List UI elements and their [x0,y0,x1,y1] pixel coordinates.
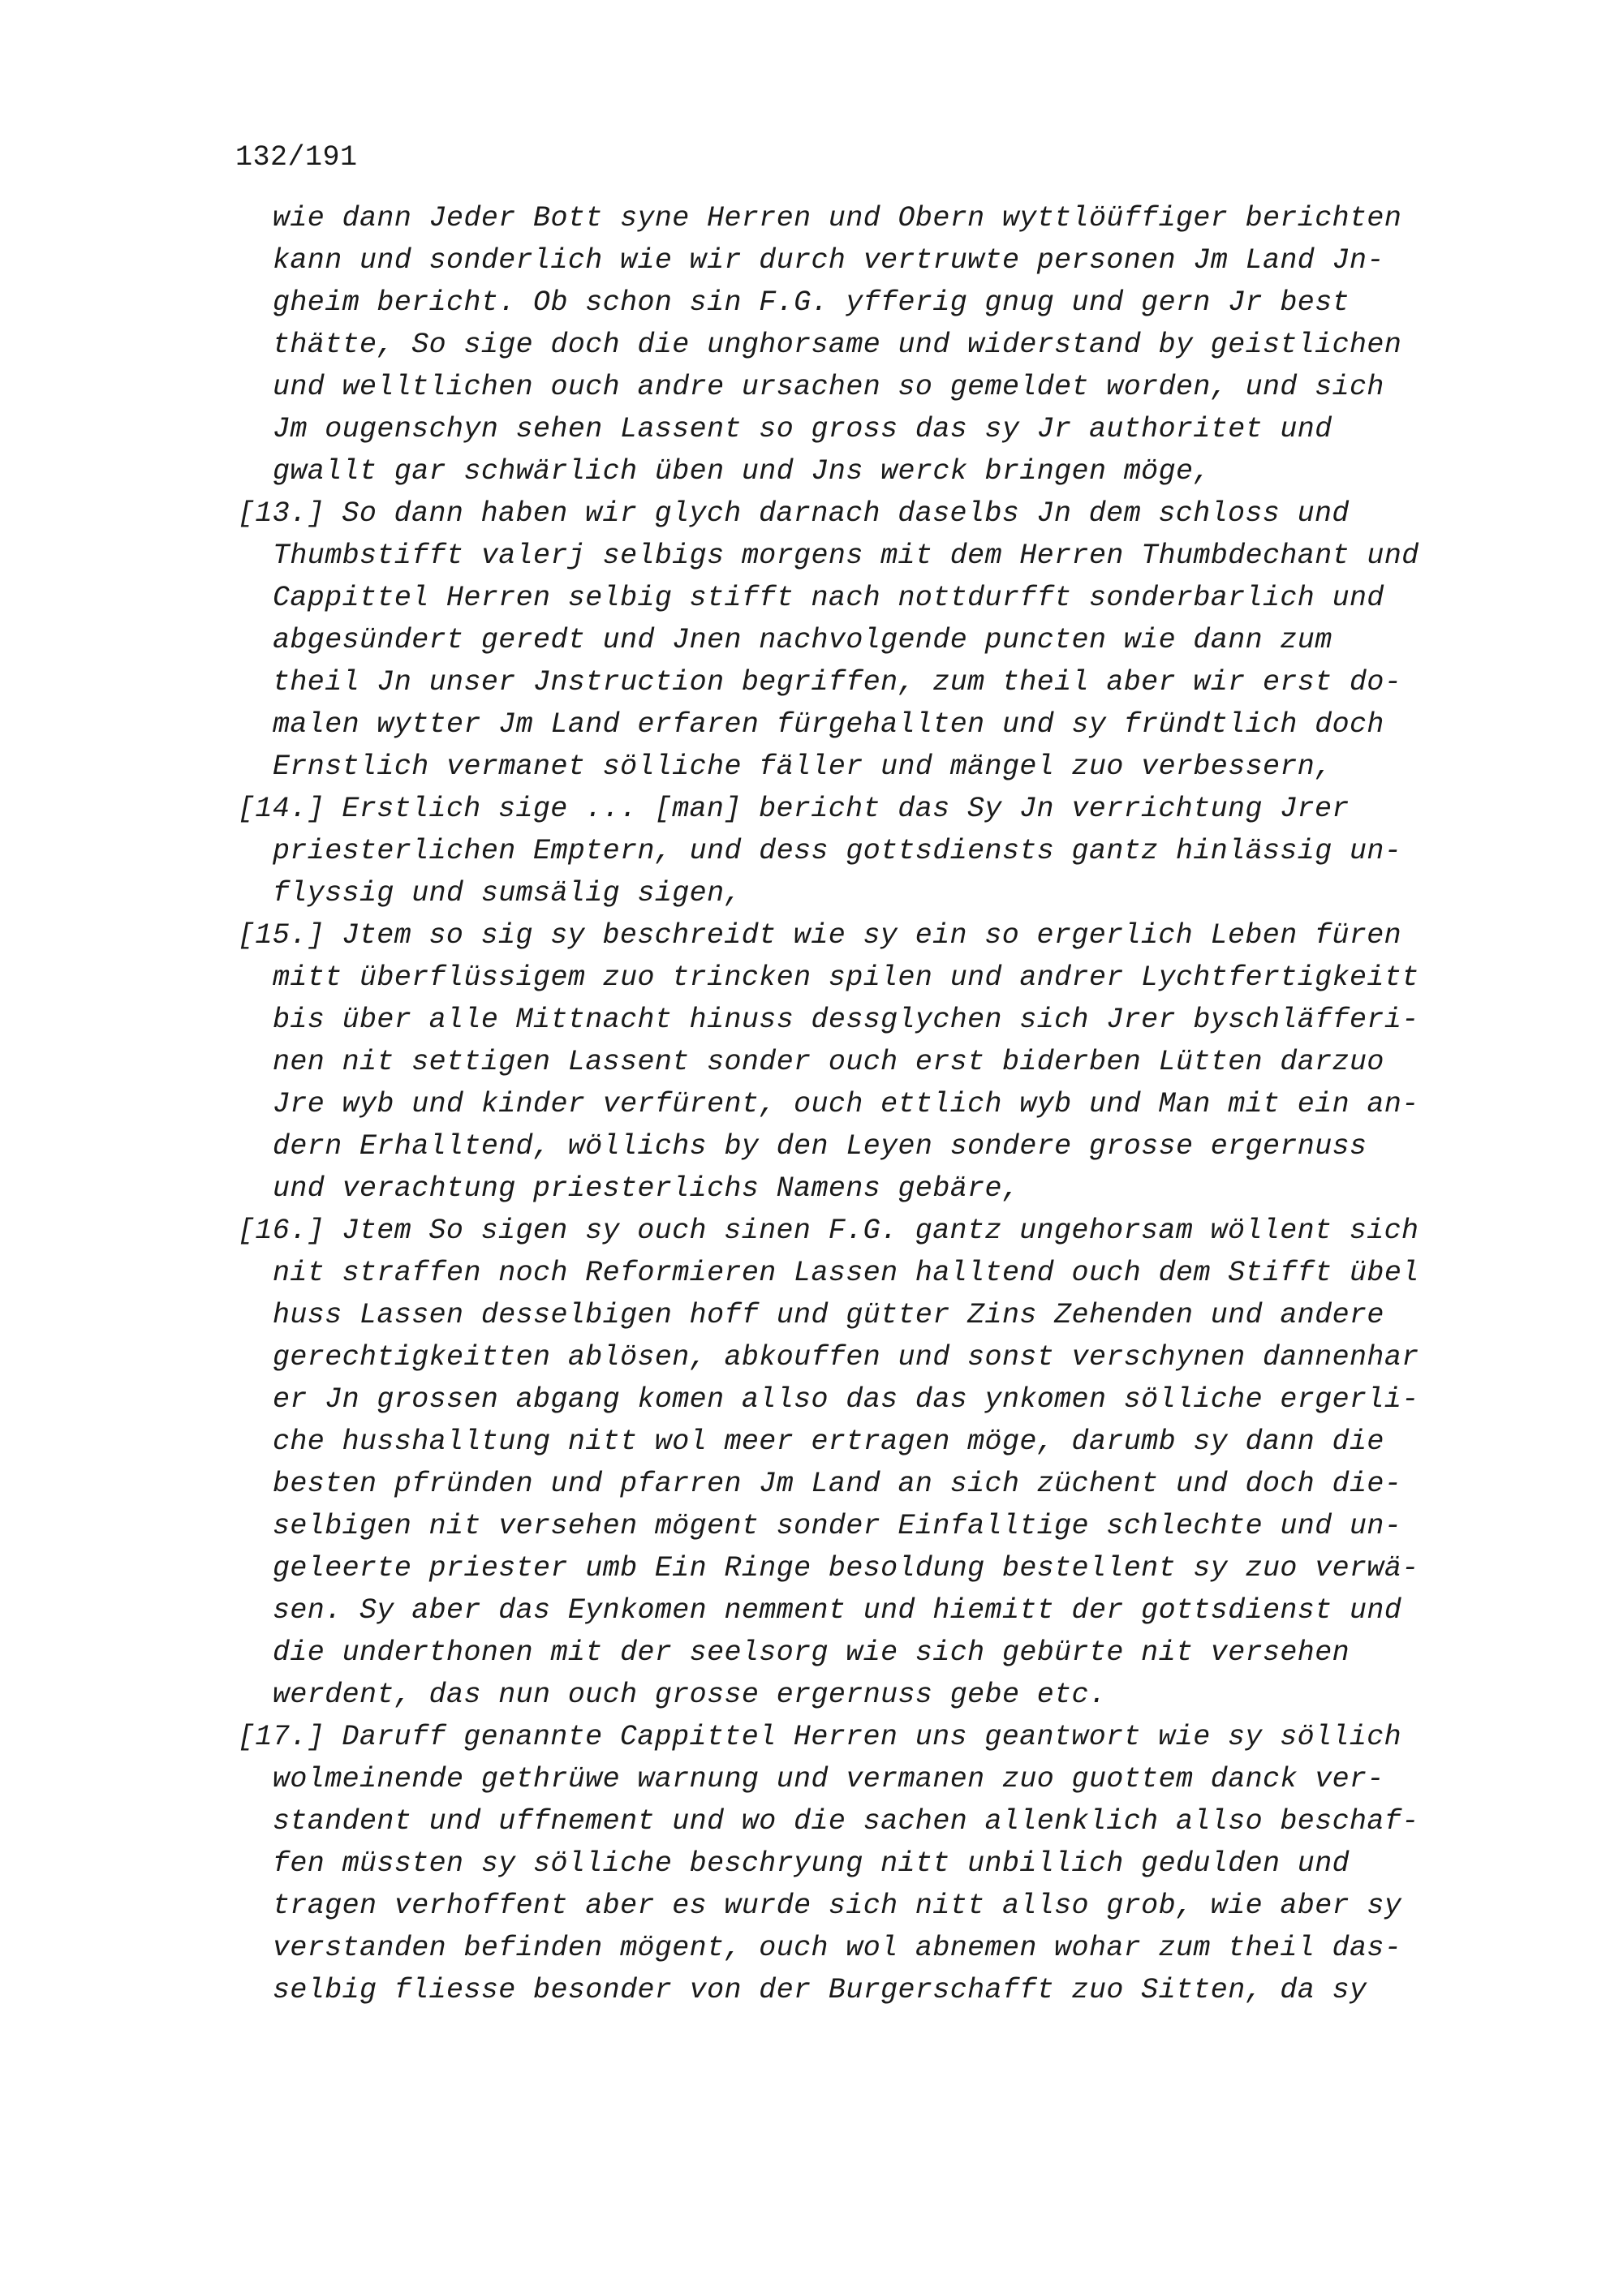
text-line: Thumbstifft valerj selbigs morgens mit dem Herren Thumbdechant und [273,540,1419,572]
paragraph [238,1716,1504,2011]
text-line: Cappittel Herren selbig stifft nach nottdurfft sonderbarlich und [273,582,1384,614]
text-line: werdent, das nun ouch grosse ergernuss gebe etc. [273,1679,1107,1711]
paragraph [238,1210,1504,1716]
text-line: [15.] Jtem so sig sy beschreidt wie sy ein so ergerlich Leben füren [238,919,1402,952]
text-line: nen nit settigen Lassent sonder ouch erst biderben Lütten darzuo [273,1046,1384,1078]
text-line: standent und uffnement und wo die sachen allenklich allso beschaf- [273,1805,1419,1838]
document-body [238,197,1504,2011]
text-line: thätte, So sige doch die unghorsame und widerstand by geistlichen [273,329,1402,361]
text-line: che husshalltung nitt wol meer ertragen möge, darumb sy dann die [273,1425,1384,1458]
text-line: selbigen nit versehen mögent sonder Einfalltige schlechte und un- [273,1510,1402,1542]
text-line: flyssig und sumsälig sigen, [273,877,742,909]
text-line: er Jn grossen abgang komen allso das das ynkomen sölliche ergerli- [273,1383,1419,1416]
text-line: Jm ougenschyn sehen Lassent so gross das sy Jr authoritet und [273,413,1332,445]
text-line: gerechtigkeitten ablösen, abkouffen und sonst verschynen dannenhar [273,1341,1419,1374]
text-line: tragen verhoffent aber es wurde sich nitt allso grob, wie aber sy [273,1890,1402,1922]
text-line: [17.] Daruff genannte Cappittel Herren uns geantwort wie sy söllich [238,1721,1402,1753]
text-line: bis über alle Mittnacht hinuss dessglychen sich Jrer byschläfferi- [273,1004,1419,1036]
text-line: gwallt gar schwärlich üben und Jns werck bringen möge, [273,455,1211,488]
paragraph [238,788,1504,914]
text-line: die underthonen mit der seelsorg wie sich gebürte nit versehen [273,1636,1350,1669]
text-line: selbig fliesse besonder von der Burgerschafft zuo Sitten, da sy [273,1974,1367,2006]
text-line: wolmeinende gethrüwe warnung und vermanen zuo guottem danck ver- [273,1763,1384,1795]
text-line: huss Lassen desselbigen hoff und gütter Zins Zehenden und andere [273,1299,1384,1331]
text-line: abgesündert geredt und Jnen nachvolgende puncten wie dann zum [273,624,1332,656]
text-line: [14.] Erstlich sige ... [man] bericht das Sy Jn verrichtung Jrer [238,793,1350,825]
text-line: Ernstlich vermanet sölliche fäller und mängel zuo verbessern, [273,750,1332,783]
text-line: gheim bericht. Ob schon sin F.G. yfferig gnug und gern Jr best [273,286,1350,319]
text-line: nit straffen noch Reformieren Lassen halltend ouch dem Stifft übel [273,1257,1419,1289]
text-line: Jre wyb und kinder verfürent, ouch ettlich wyb und Man mit ein an- [273,1088,1419,1120]
text-line: und verachtung priesterlichs Namens gebäre, [273,1172,1020,1205]
text-line: verstanden befinden mögent, ouch wol abnemen wohar zum theil das- [273,1932,1402,1964]
page-number: 132/191 [235,141,358,174]
text-line: besten pfründen und pfarren Jm Land an sich züchent und doch die- [273,1468,1402,1500]
paragraph [238,492,1504,788]
text-line: fen müssten sy sölliche beschryung nitt unbillich gedulden und [273,1847,1350,1880]
paragraph [238,914,1504,1210]
text-line: geleerte priester umb Ein Ringe besoldung bestellent sy zuo verwä- [273,1552,1419,1584]
text-line: sen. Sy aber das Eynkomen nemment und hiemitt der gottsdienst und [273,1594,1402,1627]
text-line: dern Erhalltend, wöllichs by den Leyen sondere grosse ergernuss [273,1130,1367,1163]
text-line: [16.] Jtem So sigen sy ouch sinen F.G. gantz ungehorsam wöllent sich [238,1215,1419,1247]
text-line: kann und sonderlich wie wir durch vertruwte personen Jm Land Jn- [273,244,1384,277]
paragraph [238,197,1504,492]
text-line: malen wytter Jm Land erfaren fürgehallten und sy fründtlich doch [273,708,1384,741]
text-line: theil Jn unser Jnstruction begriffen, zum theil aber wir erst do- [273,666,1402,699]
text-line: mitt überflüssigem zuo trincken spilen und andrer Lychtfertigkeitt [273,961,1419,994]
text-line: priesterlichen Emptern, und dess gottsdiensts gantz hinlässig un- [273,835,1402,867]
text-line: wie dann Jeder Bott syne Herren und Obern wyttlöüffiger berichten [273,202,1402,234]
text-line: [13.] So dann haben wir glych darnach daselbs Jn dem schloss und [238,497,1350,530]
text-line: und welltlichen ouch andre ursachen so gemeldet worden, und sich [273,371,1384,403]
